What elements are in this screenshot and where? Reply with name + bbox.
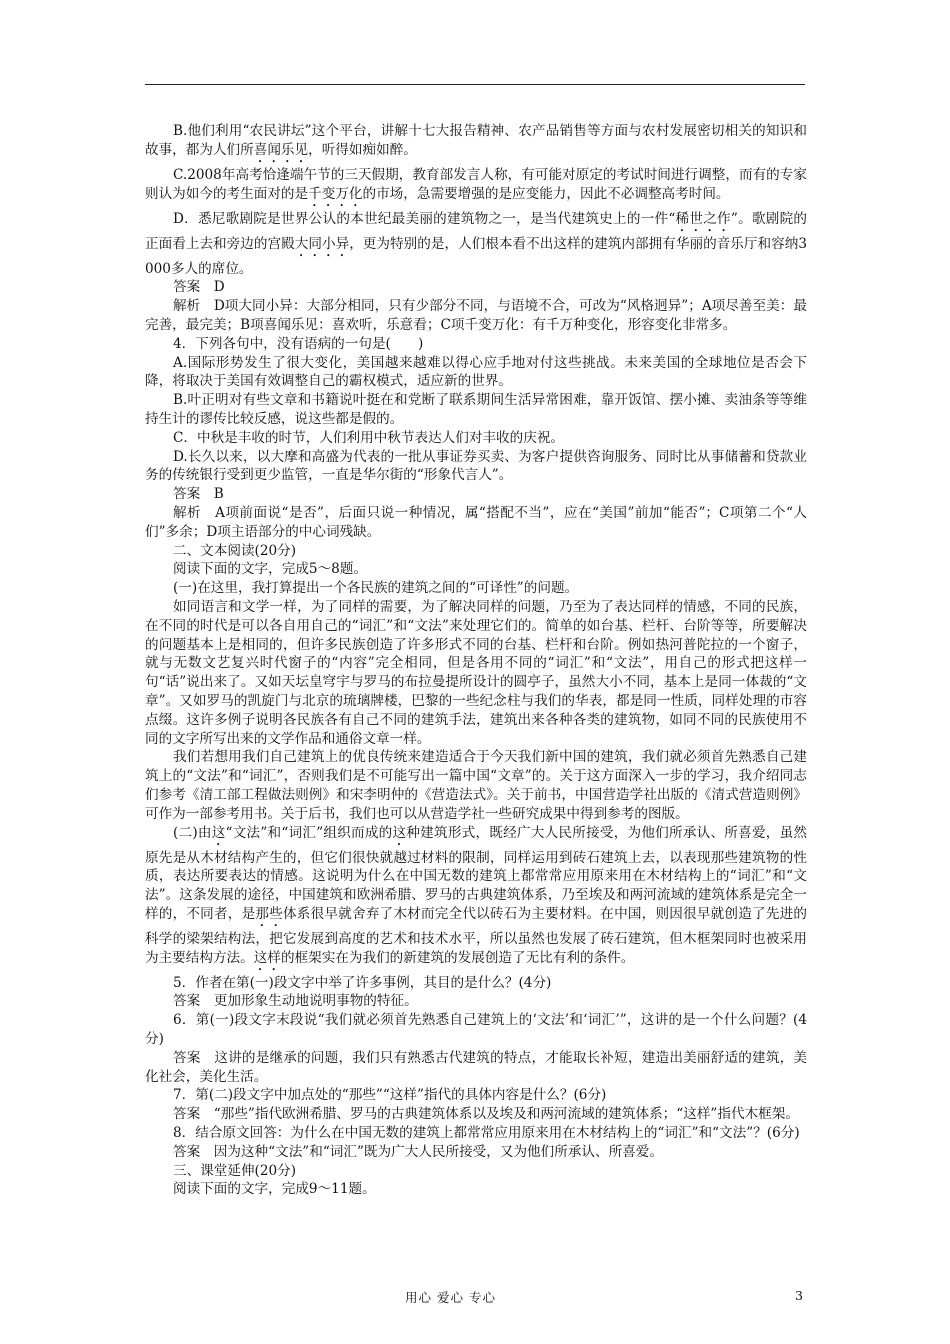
text-run: 我们若想用我们自己建筑上的优良传统来建造适合于今天我们新中国的建筑，我们就必须首先熟悉自己建筑上的“文法”和“词汇”，否则我们是不可能写出一篇中国“文章”的。关于这方面深入一步的学习，我介绍同志们参考《清工部工程做法则例》和宋李明仲的《营造法式》。关于前书，中国营造学社出版的《清式营造则例》可作为一部参考用书。关于后书，我们也可以从营造学社一些研究成果中得到参考的图版。: [145, 749, 807, 822]
text-run: ，更为特别的是，人们根本看不出这样的建筑内部拥有华丽的音乐厅和容纳3 000多人的席位。: [145, 235, 808, 277]
text-run: 4．下列各句中，没有语病的一句是( ): [173, 335, 424, 352]
paragraph-ans3: [145, 278, 807, 297]
emphasized-text: 千变万化: [308, 185, 363, 202]
emphasized-text: 这样: [253, 949, 281, 966]
text-run: B.他们利用“农民讲坛”这个平台，讲解十七大报告精神、农产品销售等方面与农村发展密切相关的知识和故事，都为人们所: [145, 123, 807, 158]
paragraph-q4: [145, 335, 807, 354]
text-run: 如同语言和文学一样，为了同样的需要，为了解决同样的问题，乃至为了表达同样的情感，不同的民族，在不同的时代是可以各自用自己的“词汇”和“文法”来处理它们的。简单的如台基、栏杆、台阶等等，所要解决的问题基本上是相同的，但许多民族创造了许多形式不同的台基、栏杆和台阶。例如热河普陀拉的一个窗子，就与无数文艺复兴时代窗子的“内容”完全相同，但是各用不同的“词汇”和“文法”，用自己的形式把这样一句“话”说出来了。又如天坛皇穹宇与罗马的布拉曼提所设计的圆亭子，虽然大小不同，基本上是同一体裁的“文章”。又如罗马的凯旋门与北京的琉璃牌楼，巴黎的一些纪念柱与我们的华表，都是同一性质，同样处理的市容点缀。这许多例子说明各民族各有自己不同的建筑手法，建筑出来各种各类的建筑物，如同不同的民族使用不同的文字所写出来的文学作品和通俗文章一样。: [145, 598, 807, 747]
text-run: 5．作者在第(一)段文字中举了许多事例，其目的是什么？(4分): [173, 974, 552, 991]
text-run: C.2008年高考恰逢端午节的三天假期，教育部发言人称，有可能对原定的考试时间进行调整，而有的专家则认为如今的考生面对的是: [145, 166, 807, 202]
emphasized-text: 大同小异: [294, 235, 350, 252]
paragraph-q8: [145, 1124, 807, 1143]
header-rule: [145, 84, 805, 85]
paragraph-q5: [145, 974, 807, 993]
page-number: 3: [795, 1288, 803, 1303]
paragraph-q6: [145, 1011, 807, 1049]
paragraph-q7: [145, 1086, 807, 1105]
paragraph-sec2: [145, 542, 807, 561]
text-run: D.长久以来，以大摩和高盛为代表的一批从事证券买卖、为客户提供咨询服务、同时比从事储蓄和贷款业务的传统银行受到更少监管，一直是华尔街的“形象代言人”。: [145, 448, 807, 484]
paragraph-ans4: [145, 485, 807, 504]
emphasized-text: 那些: [255, 905, 283, 922]
emphasized-text: 这: [392, 824, 407, 841]
paragraph-ans8: [145, 1143, 807, 1162]
text-run: 三、课堂延伸(20分): [173, 1162, 297, 1179]
paragraph-ans7: [145, 1105, 807, 1124]
text-run: ，听得如痴如醉。: [308, 141, 417, 158]
text-run: 体系很早就舍弃了木材而完全代以砖石为主要材料。在中国，则因很早就创造了先进的科学的梁架结构法，把它发展到高度的艺术和技术水平，所以虽然也发展了砖石建筑，但木框架同时也被采用为主要结构方法。: [145, 905, 808, 966]
paragraph-p1b: [145, 598, 807, 748]
text-run: 答案 “那些”指代欧洲希腊、罗马的古典建筑体系以及埃及和两河流域的建筑体系；“这样”指代木框架。: [173, 1106, 799, 1123]
text-run: 答案 B: [173, 486, 224, 503]
paragraph-p2: [145, 824, 807, 974]
paragraph-exp4: [145, 504, 807, 542]
text-run: 解析 D项大同小异：大部分相同，只有少部分不同，与语境不合，可改为“风格迥异”；A项尽善至美：最完善，最完美；B项喜闻乐见：喜欢听，乐意看；C项千变万化：有千万种变化，形容变化非常多。: [145, 298, 807, 333]
text-run: 答案 D: [173, 279, 225, 296]
paragraph-c3: [145, 166, 807, 210]
paragraph-ans6: [145, 1049, 807, 1087]
paragraph-d3: [145, 210, 807, 279]
text-run: C．中秋是丰收的时节，人们利用中秋节表达人们对丰收的庆祝。: [173, 429, 565, 446]
paragraph-c4: [145, 429, 807, 448]
text-run: 种建筑形式，既经广大人民所接受，为他们所承认、所喜爱，虽然原先是从木材结构产生的，但它们很快就越过材料的限制，同样运用到砖石建筑上去，以表现那些建筑物的性质，表达所要表达的情感。这说明为什么在中国无数的建筑上都常常应用原来用在木材结构上的“词汇”和“文法”。这条发展的途径，中国建筑和欧洲希腊、罗马的古典建筑体系，乃至埃及和两河流域的建筑体系是完全一样的，不同者，是: [145, 824, 808, 922]
text-run: B.叶正明对有些文章和书籍说叶挺在和党断了联系期间生活异常困难，靠开饭馆、摆小摊、卖油条等等维持生计的谬传比较反感，说这些都是假的。: [145, 392, 807, 427]
document-body: [145, 122, 807, 1199]
text-run: A.国际形势发生了很大变化，美国越来越难以得心应手地对付这些挑战。未来美国的全球地位是否会下降，将取决于美国有效调整自己的霸权模式，适应新的世界。: [145, 354, 807, 390]
text-run: ”。歌剧院的正面看上去和旁边的宫殿: [145, 210, 807, 252]
text-run: “文法”和“词汇”组织而成的: [225, 824, 393, 841]
paragraph-a4: [145, 354, 807, 392]
text-run: 7．第(二)段文字中加点处的“那些”“这样”指代的具体内容是什么？(6分): [173, 1087, 607, 1104]
emphasized-text: 喜闻乐见: [253, 141, 309, 158]
text-run: 二、文本阅读(20分): [173, 542, 297, 559]
text-run: 阅读下面的文字，完成5～8题。: [173, 561, 368, 578]
text-run: 阅读下面的文字，完成9～11题。: [173, 1181, 376, 1198]
text-run: 的市场，急需要增强的是应变能力，因此不必调整高考时间。: [362, 185, 730, 202]
text-run: 答案 因为这种“文法”和“词汇”既为广大人民所接受，又为他们所承认、所喜爱。: [173, 1143, 663, 1160]
paragraph-read1: [145, 560, 807, 579]
text-run: 6．第(一)段文字末段说“我们就必须首先熟悉自己建筑上的‘文法’和‘词汇’”，这讲的是一个什么问题？(4分): [145, 1012, 807, 1048]
paragraph-d4: [145, 448, 807, 486]
paragraph-p1a: [145, 579, 807, 598]
text-run: D．悉尼歌剧院是世界公认的本世纪最美丽的建筑物之一，是当代建筑史上的一件“: [173, 210, 676, 227]
emphasized-text: 这: [211, 824, 226, 841]
paragraph-ans5: [145, 992, 807, 1011]
text-run: 的框架实在为我们的新建筑的发展创造了无比有利的条件。: [280, 949, 635, 966]
text-run: 8．结合原文回答：为什么在中国无数的建筑上都常常应用原来用在木材结构上的“词汇”和“文法”？(6分): [173, 1125, 800, 1142]
text-run: 解析 A项前面说“是否”，后面只说一种情况，属“搭配不当”，应在“美国”前加“能否”；C项第二个“人们”多余；D项主语部分的中心词残缺。: [145, 504, 807, 540]
text-run: 答案 更加形象生动地说明事物的特征。: [173, 993, 418, 1010]
page-footer: [0, 1288, 950, 1308]
paragraph-exp3: [145, 297, 807, 335]
paragraph-read2: [145, 1180, 807, 1199]
text-run: (一)在这里，我打算提出一个各民族的建筑之间的“可译性”的问题。: [173, 580, 579, 597]
paragraph-p1c: [145, 748, 807, 823]
emphasized-text: 稀世之作: [675, 210, 731, 227]
footer-motto: 用心 爱心 专心: [405, 1290, 496, 1305]
paragraph-sec3: [145, 1162, 807, 1181]
paragraph-b3: [145, 122, 807, 166]
text-run: 答案 这讲的是继承的问题，我们只有熟悉古代建筑的特点，才能取长补短，建造出美丽舒适的建筑，美化社会，美化生活。: [145, 1049, 807, 1085]
paragraph-b4: [145, 391, 807, 429]
text-run: (二)由: [173, 824, 212, 841]
